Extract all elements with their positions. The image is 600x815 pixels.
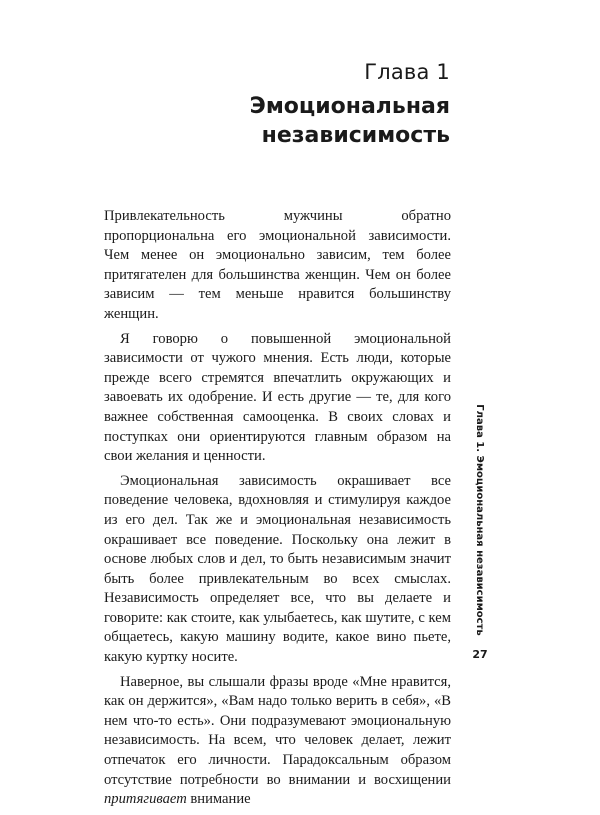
body-text	[104, 207, 451, 815]
page-number: 27	[472, 648, 488, 661]
paragraph-text: внимание	[186, 791, 251, 808]
chapter-title: Эмоциональная независимость	[249, 94, 450, 148]
paragraph: Я говорю о повышенной эмоциональной зависимости от чужого мнения. Есть люди, которые прежде всего стремятся впечатлить окружающих и завоевать их одобрение. И есть другие — те, для кого важнее собственная самооценка. В своих словах и поступках они ориентируются главным образом на свои желания и ценности.	[104, 330, 451, 465]
paragraph-text: Наверное, вы слышали фразы вроде «Мне нравится, как он держится», «Вам надо только верить в себя», «В нем что-то есть». Они подразумевают эмоциональную независимость. На всем, что человек делает, лежит отпечаток его личности. Парадоксальным образом отсутствие потребности во внимании и восхищении	[104, 673, 451, 788]
paragraph: Эмоциональная зависимость окрашивает все поведение человека, вдохновляя и стимулируя каждое из его дел. Так же и эмоциональная независимость окрашивает все поведение. Поскольку она лежит в основе любых слов и дел, то быть независимым значит быть более привлекательным во всех смыслах. Независимость определяет все, что вы делаете и говорите: как стоите, как улыбаетесь, как шутите, с кем общаетесь, какую машину водите, какое вино пьете, какую куртку носите.	[104, 472, 451, 666]
running-head: Глава 1. Эмоциональная независимость	[474, 404, 485, 636]
chapter-label: Глава 1	[364, 60, 450, 84]
paragraph: Привлекательность мужчины обратно пропорциональна его эмоциональной зависимости. Чем менее он эмоционально зависим, тем более притягателен для большинства женщин. Чем он более зависим — тем меньше нравится большинству женщин.	[104, 208, 451, 322]
emphasis-text: притягивает	[104, 791, 187, 808]
paragraph	[104, 673, 451, 810]
